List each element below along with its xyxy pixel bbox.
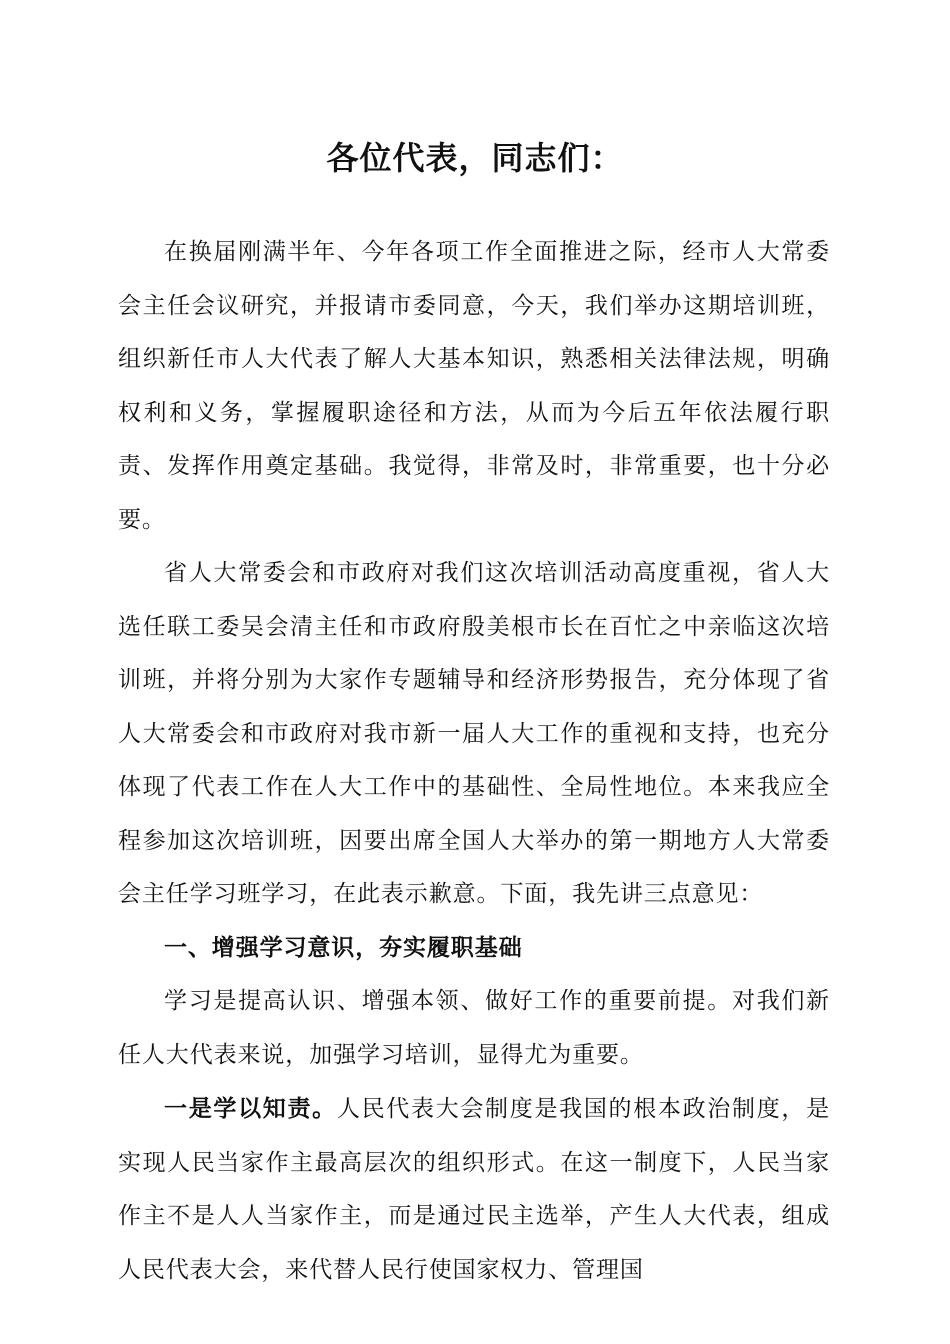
paragraph-3: 学习是提高认识、增强本领、做好工作的重要前提。对我们新任人大代表来说，加强学习培训，显得尤为重要。: [118, 988, 830, 1068]
paragraph-4-text: 人民代表大会制度是我国的根本政治制度，是实现人民当家作主最高层次的组织形式。在这一制度下，人民当家作主不是人人当家作主，而是通过民主选举，产生人大代表，组成人民代表大会，来代替人民行使国家权力、管理国: [118, 1096, 830, 1283]
document-body: [118, 226, 830, 1297]
paragraph-1: 在换届刚满半年、今年各项工作全面推进之际，经市人大常委会主任会议研究，并报请市委同意，今天，我们举办这期培训班，组织新任市人大代表了解人大基本知识，熟悉相关法律法规，明确权利和义务，掌握履职途径和方法，从而为今后五年依法履行职责、发挥作用奠定基础。我觉得，非常及时，非常重要，也十分必要。: [118, 239, 830, 533]
paragraph-4: [118, 1082, 830, 1297]
page-title: 各位代表，同志们：: [326, 139, 624, 177]
section-heading-1: 一、增强学习意识，夯实履职基础: [164, 934, 523, 961]
paragraph-2: 省人大常委会和市政府对我们这次培训活动高度重视，省人大选任联工委吴会清主任和市政府殷美根市长在百忙之中亲临这次培训班，并将分别为大家作专题辅导和经济形势报告，充分体现了省人大常委会和市政府对我市新一届人大工作的重视和支持，也充分体现了代表工作在人大工作中的基础性、全局性地位。本来我应全程参加这次培训班，因要出席全国人大举办的第一期地方人大常委会主任学习班学习，在此表示歉意。下面，我先讲三点意见：: [118, 560, 830, 907]
paragraph-4-lead: 一是学以知责。: [164, 1095, 337, 1122]
